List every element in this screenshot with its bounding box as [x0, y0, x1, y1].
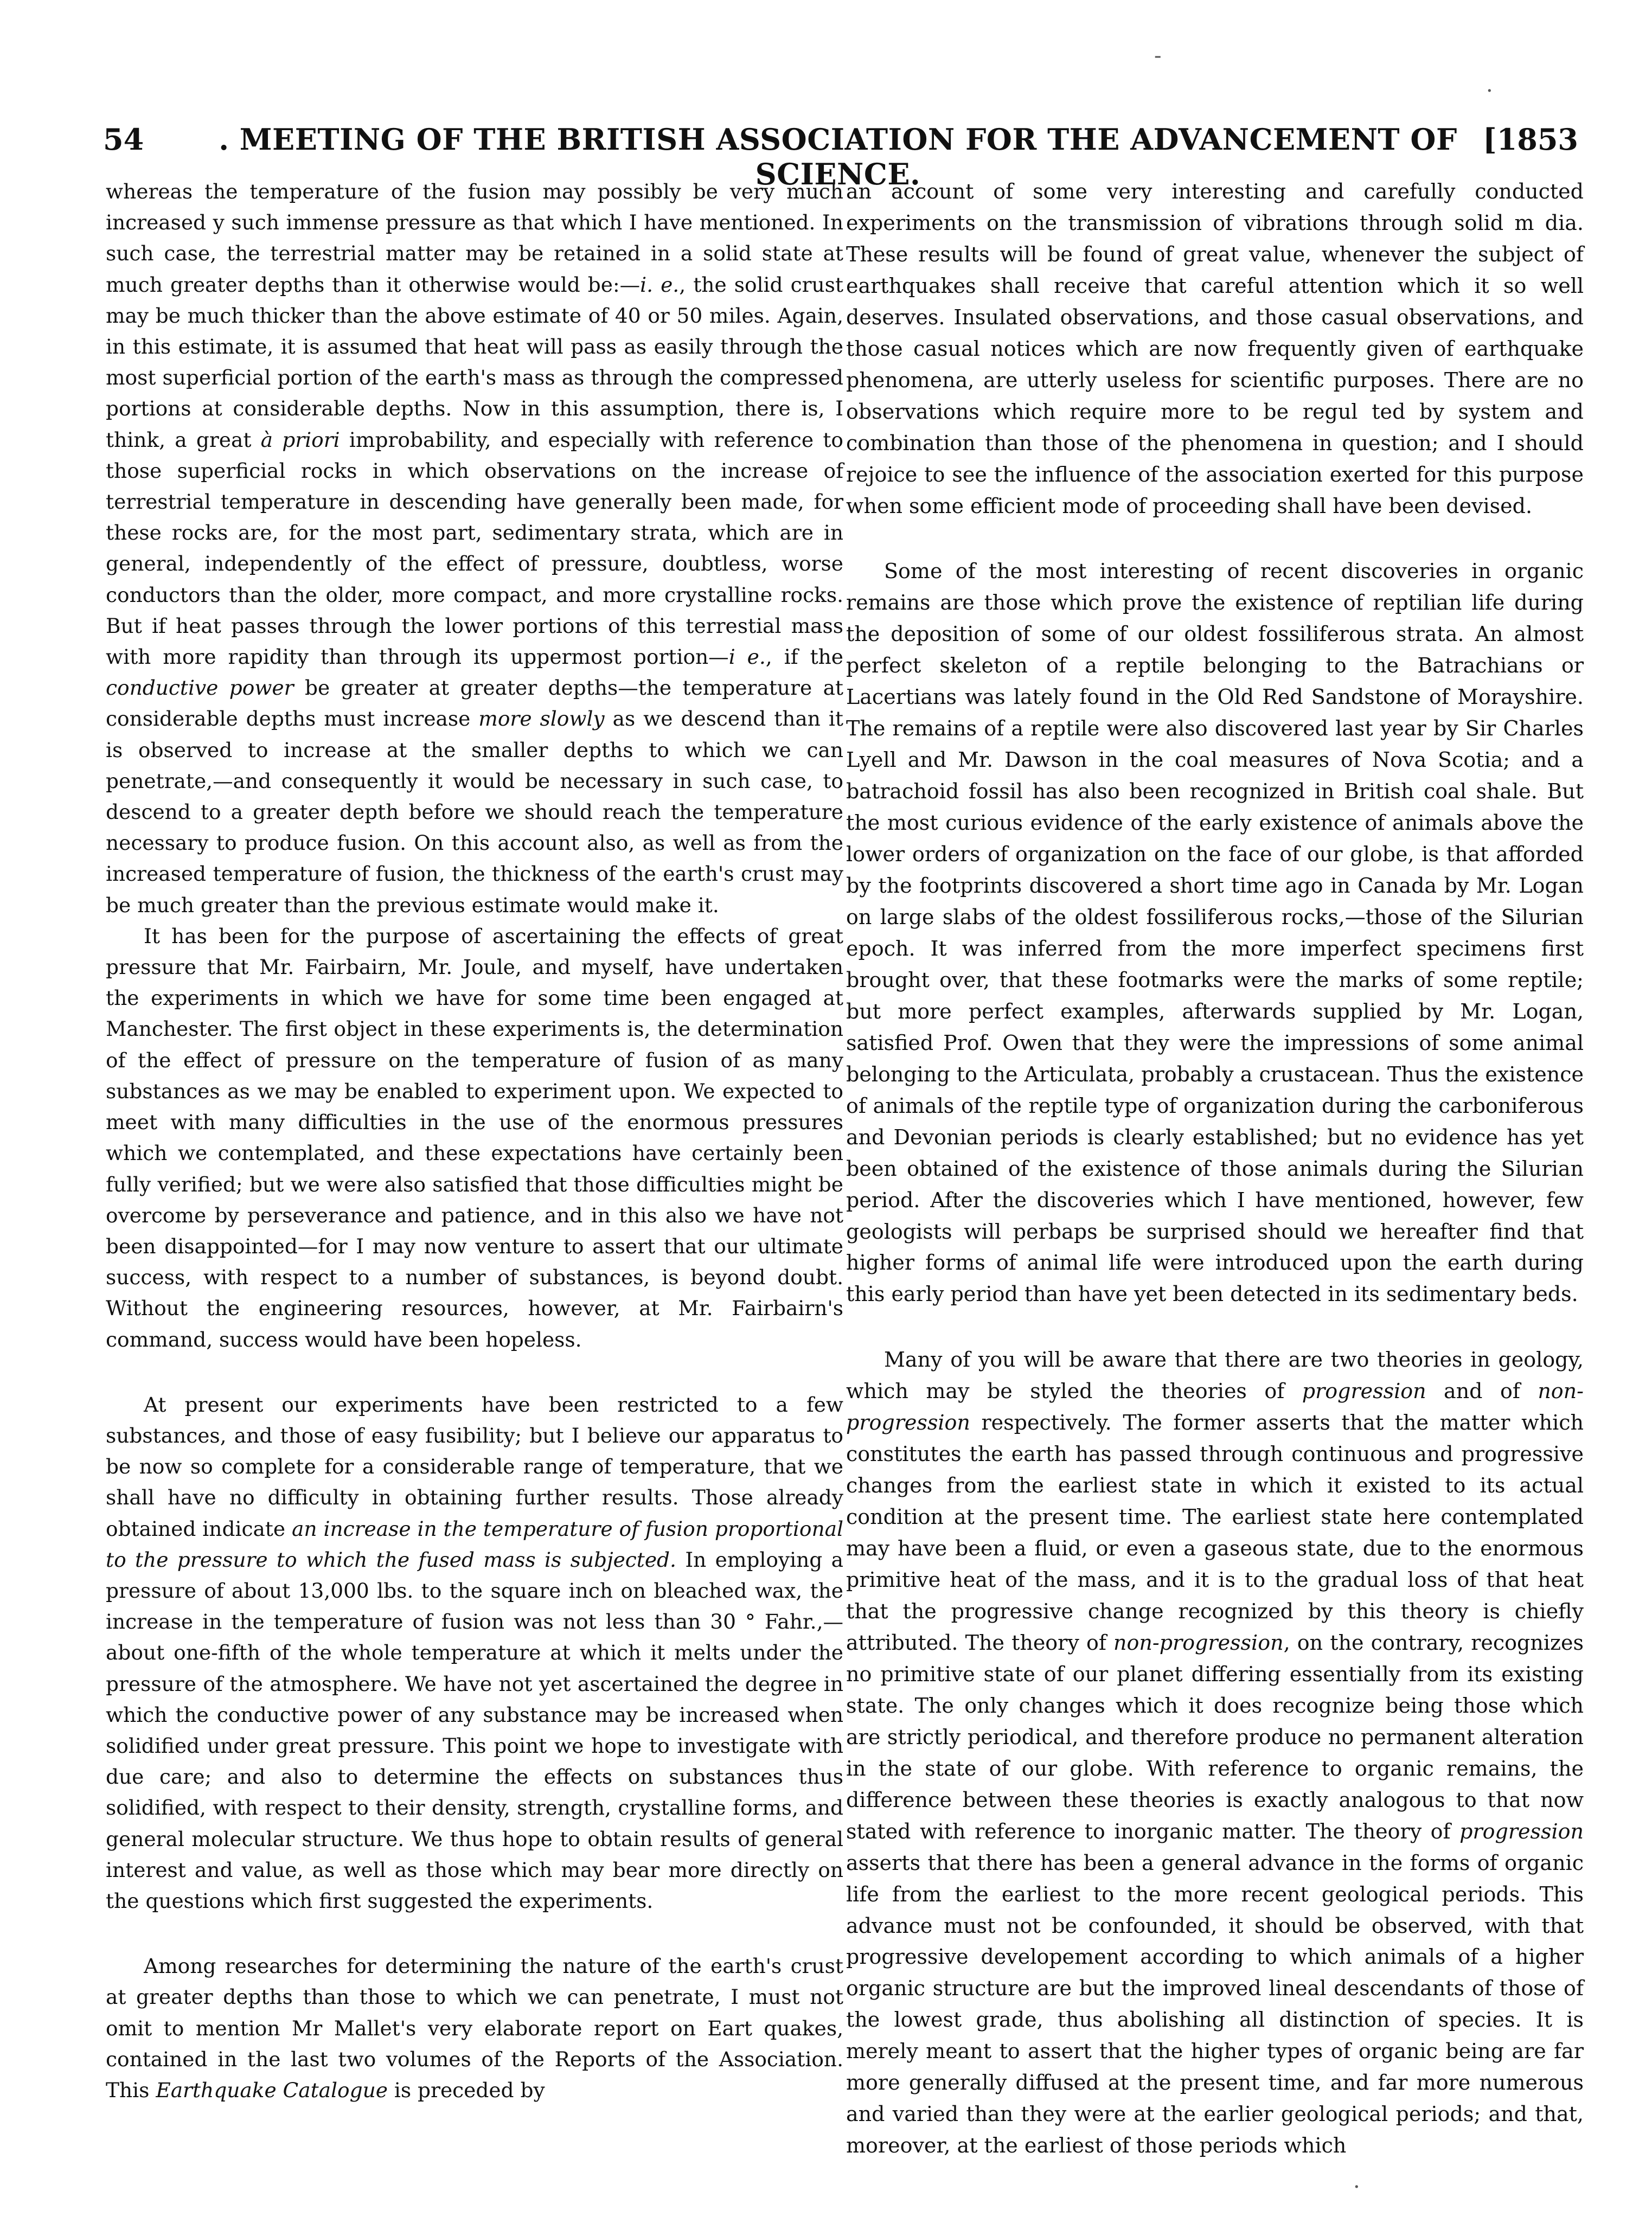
- paragraph: whereas the temperature of the fusion may possibly be very much increased y such immense pressure as that which I have mentioned. In such case, the terrestrial matter may be retained in a solid state at much greater depths than it otherwise would be:—i. e., the solid crust may be much thicker than the above estimate of 40 or 50 miles. Again, in this estimate, it is assumed that heat will pass as easily through the most superficial portion of the earth's mass as through the compressed portions at considerable depths. Now in this assumption, there is, I think, a great à priori improbability, and especially with reference to those superficial rocks in which observations on the increase of terrestrial temperature in descending have generally been made, for these rocks are, for the most part, sedimentary strata, which are in general, independently of the effect of pressure, doubtless, worse conductors than the older, more compact, and more crystalline rocks. But if heat passes through the lower portions of this terrestial mass with more rapidity than through its uppermost portion—i e., if the conductive power be greater at greater depths—the temperature at considerable depths must increase more slowly as we descend than it is observed to increase at the smaller depths to which we can penetrate,—and consequently it would be necessary in such case, to descend to a greater depth before we should reach the temperature necessary to produce fusion. On this account also, as well as from the increased temperature of fusion, the thickness of the earth's crust may be much greater than the previous estimate would make it.: [106, 180, 843, 917]
- scan-speck: ·: [1353, 2175, 1360, 2200]
- scan-speck: -: [1154, 43, 1162, 68]
- paragraph: At present our experiments have been restricted to a few substances, and those of easy fusibility; but I believe our apparatus to be now so complete for a considerable range of temperature, that we shall have no difficulty in obtaining further results. Those already obtained indicate an increase in the temperature of fusion proportional to the pressure to which the fused mass is subjected. In employing a pressure of about 13,000 lbs. to the square inch on bleached wax, the increase in the temperature of fusion was not less than 30 ° Fahr.,—about one-fifth of the whole temperature at which it melts under the pressure of the atmosphere. We have not yet ascertained the degree in which the conductive power of any substance may be increased when solidified under great pressure. This point we hope to investigate with due care; and also to determine the effects on substances thus solidified, with respect to their density, strength, crystalline forms, and general molecular structure. We thus hope to obtain results of general interest and value, as well as those which may bear more directly on the questions which first suggested the experiments.: [106, 1392, 843, 1913]
- paragraph: an account of some very interesting and carefully conducted experiments on the transmission of vibrations through solid m dia. These results will be found of great value, whenever the subject of earthquakes shall receive that careful attention which it so well deserves. Insulated observations, and those casual observations, and those casual notices which are now frequently given of earthquake phenomena, are utterly useless for scientific purposes. There are no observations which require more to be regul ted by system and combination than those of the phenomena in question; and I should rejoice to see the influence of the association exerted for this purpose when some efficient mode of proceeding shall have been devised.: [846, 180, 1584, 518]
- page-number: 54: [103, 122, 144, 157]
- left-column: [106, 176, 843, 2106]
- running-title: . MEETING OF THE BRITISH ASSOCIATION FOR THE ADVANCEMENT OF SCIENCE.: [219, 122, 1457, 191]
- paragraph: It has been for the purpose of ascertaining the effects of great pressure that Mr. Fairbairn, Mr. Joule, and myself, have undertaken the experiments in which we have for some time been engaged at Manchester. The first object in these experiments is, the determination of the effect of pressure on the temperature of fusion of as many substances as we may be enabled to experiment upon. We expected to meet with many difficulties in the use of the enormous pressures which we contemplated, and these expectations have certainly been fully verified; but we were also satisfied that those difficulties might be overcome by perseverance and patience, and in this also we have not been disappointed—for I may now venture to assert that our ultimate success, with respect to a number of substances, is beyond doubt. Without the engineering resources, however, at Mr. Fairbairn's command, success would have been hopeless.: [106, 924, 843, 1351]
- year-marker: [1853: [1483, 122, 1578, 157]
- paragraph: Many of you will be aware that there are two theories in geology, which may be styled the theories of progression and of non-progression respectively. The former asserts that the matter which constitutes the earth has passed through continuous and progressive changes from the earliest state in which it existed to its actual condition at the present time. The earliest state here contemplated may have been a fluid, or even a gaseous state, due to the enormous primitive heat of the mass, and it is to the gradual loss of that heat that the progressive change recognized by this theory is chiefly attributed. The theory of non-progression, on the contrary, recognizes no primitive state of our planet differing essentially from its existing state. The only changes which it does recognize being those which are strictly periodical, and therefore produce no permanent alteration in the state of our globe. With reference to organic remains, the difference between these theories is exactly analogous to that now stated with reference to inorganic matter. The theory of progression asserts that there has been a general advance in the forms of organic life from the earliest to the more recent geological periods. This advance must not be confounded, it should be observed, with that progressive developement according to which animals of a higher organic structure are but the improved lineal descendants of those of the lowest grade, thus abolishing all distinction of species. It is merely meant to assert that the higher types of organic being are far more generally diffused at the present time, and far more numerous and varied than they were at the earlier geological periods; and that, moreover, at the earliest of those periods which: [846, 1348, 1584, 2158]
- paragraph: Some of the most interesting of recent discoveries in organic remains are those which prove the existence of reptilian life during the deposition of some of our oldest fossiliferous strata. An almost perfect skeleton of a reptile belonging to the Batrachians or Lacertians was lately found in the Old Red Sandstone of Morayshire. The remains of a reptile were also discovered last year by Sir Charles Lyell and Mr. Dawson in the coal measures of Nova Scotia; and a batrachoid fossil has also been recognized in British coal shale. But the most curious evidence of the early existence of animals above the lower orders of organization on the face of our globe, is that afforded by the footprints discovered a short time ago in Canada by Mr. Logan on large slabs of the oldest fossiliferous rocks,—those of the Silurian epoch. It was inferred from the more imperfect specimens first brought over, that these footmarks were the marks of some reptile; but more perfect examples, afterwards supplied by Mr. Logan, satisfied Prof. Owen that they were the impressions of some animal belonging to the Articulata, probably a crustacean. Thus the existence of animals of the reptile type of organization during the carboniferous and Devonian periods is clearly established; but no evidence has yet been obtained of the existence of those animals during the Silurian period. After the discoveries which I have mentioned, however, few geologists will perbaps be surprised should we hereafter find that higher forms of animal life were introduced upon the earth during this early period than have yet been detected in its sedimentary beds.: [846, 559, 1584, 1306]
- paragraph: Among researches for determining the nature of the earth's crust at greater depths than those to which we can penetrate, I must not omit to mention Mr Mallet's very elaborate report on Eart quakes, contained in the last two volumes of the Reports of the Association. This Earthquake Catalogue is preceded by: [106, 1954, 843, 2102]
- scan-speck: ·: [1486, 79, 1493, 104]
- right-column: [846, 176, 1584, 2162]
